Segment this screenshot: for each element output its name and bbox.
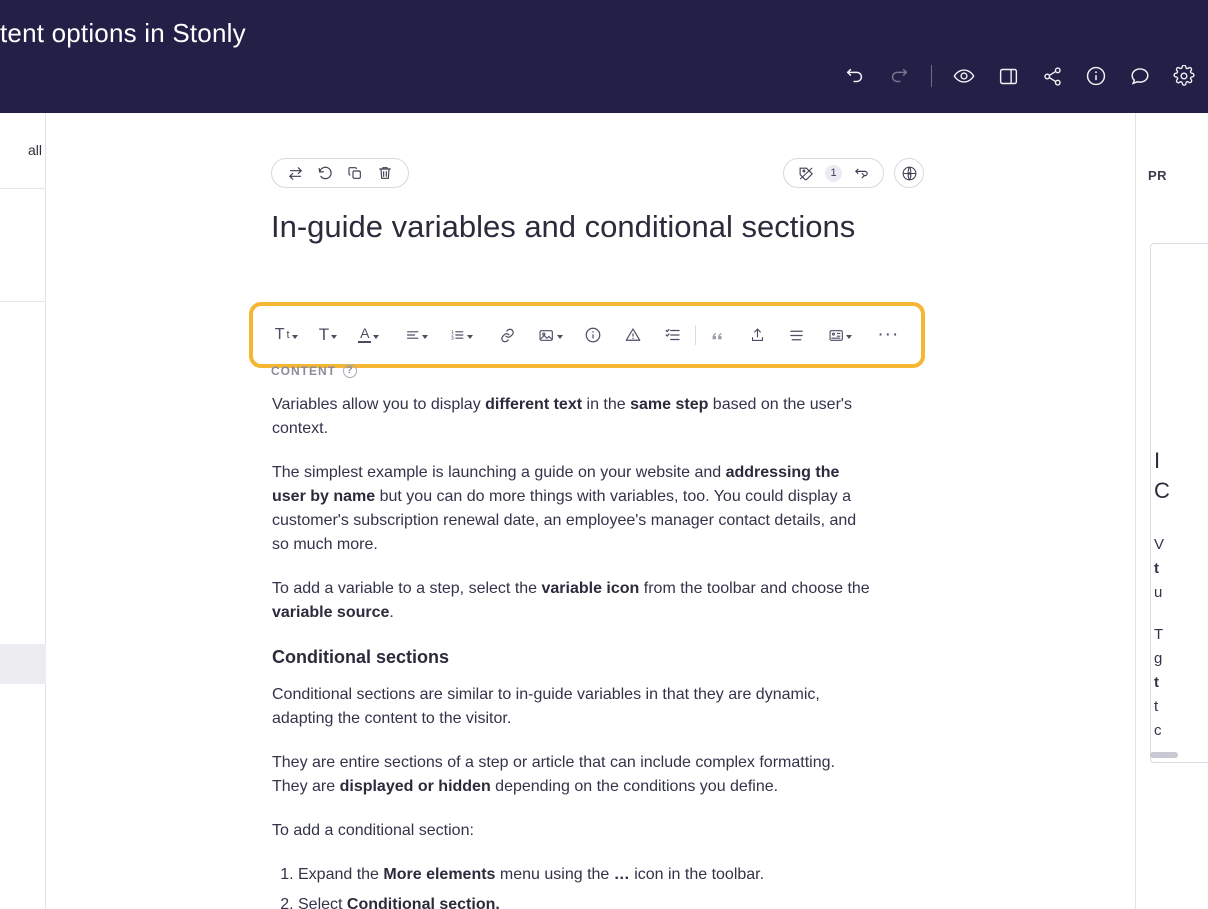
checklist-button[interactable] (660, 320, 686, 350)
preview-paragraph: T g t t c (1154, 626, 1164, 739)
card-button[interactable] (824, 320, 856, 350)
tag-icon[interactable] (797, 164, 815, 182)
translate-icon[interactable] (894, 158, 924, 188)
preview-scrollbar-thumb[interactable] (1150, 752, 1178, 758)
formatting-toolbar (271, 309, 903, 361)
svg-text:1: 1 (450, 329, 454, 335)
step-actions-toolbar (271, 158, 409, 188)
top-bar (0, 0, 1208, 113)
preview-eye-icon[interactable] (952, 64, 976, 88)
content-label-text: CONTENT (271, 364, 336, 378)
toolbar-divider (931, 65, 932, 87)
step-tag-group (783, 158, 884, 188)
paragraph: To add a variable to a step, select the variable icon from the toolbar and choose the variable source. (272, 580, 870, 621)
quote-button[interactable] (705, 320, 731, 350)
left-sidebar (0, 113, 46, 909)
swap-step-icon[interactable] (286, 164, 304, 182)
preview-panel (1135, 113, 1208, 909)
settings-gear-icon[interactable] (1172, 64, 1196, 88)
preview-body (1154, 533, 1208, 761)
undo-icon[interactable] (843, 64, 867, 88)
content-section-label (271, 364, 357, 378)
paragraph: Conditional sections are similar to in-guide variables in that they are dynamic, adapting the content to the visitor. (272, 686, 820, 727)
page-title: tent options in Stonly (0, 18, 246, 48)
reset-step-icon[interactable] (316, 164, 334, 182)
loop-icon[interactable] (852, 164, 870, 182)
section-heading: Conditional sections (272, 647, 450, 667)
redo-icon[interactable] (887, 64, 911, 88)
preview-panel-label: PR (1148, 168, 1168, 183)
image-button[interactable] (534, 320, 566, 350)
list-item: 2. Select Conditional section. (298, 893, 872, 909)
svg-text:2: 2 (450, 332, 454, 338)
top-bar-actions (843, 64, 1196, 88)
paragraph: The simplest example is launching a guide on your website and addressing the user by name but you can do more things with variables, too. You could display a customer's subscription renewal date, an employee's manager contact details, and so much more. (272, 464, 857, 553)
align-button[interactable] (401, 320, 432, 350)
sidebar-item-selected[interactable] (0, 644, 46, 684)
duplicate-step-icon[interactable] (346, 164, 364, 182)
text-style-button[interactable]: T t (271, 320, 301, 350)
share-icon[interactable] (1040, 64, 1064, 88)
warning-block-button[interactable] (620, 320, 646, 350)
paragraph: To add a conditional section: (272, 822, 474, 839)
svg-text:3: 3 (450, 336, 454, 342)
step-body[interactable] (272, 393, 872, 909)
step-title[interactable]: In-guide variables and conditional sections (271, 209, 856, 244)
tag-count-badge: 1 (825, 165, 842, 182)
info-block-button[interactable] (580, 320, 606, 350)
editor-canvas (46, 113, 1208, 909)
ordered-list (272, 863, 872, 909)
link-button[interactable] (495, 320, 521, 350)
more-elements-button[interactable]: ··· (877, 324, 900, 345)
layout-panel-icon[interactable] (996, 64, 1020, 88)
sidebar-divider (0, 301, 46, 302)
divider-button[interactable] (784, 320, 810, 350)
font-size-button[interactable]: T (315, 320, 341, 350)
help-icon[interactable]: ? (343, 364, 357, 378)
sidebar-item-label[interactable]: all (27, 142, 42, 158)
sidebar-divider (0, 188, 46, 189)
comment-icon[interactable] (1128, 64, 1152, 88)
preview-paragraph: V t u (1154, 536, 1165, 601)
svg-text:A: A (906, 170, 912, 178)
info-icon[interactable] (1084, 64, 1108, 88)
list-item: 1. Expand the More elements menu using the … icon in the toolbar. (298, 863, 872, 887)
preview-title: I C (1154, 448, 1170, 503)
text-color-button[interactable]: A (355, 320, 383, 350)
delete-step-icon[interactable] (376, 164, 394, 182)
paragraph: They are entire sections of a step or article that can include complex formatting. They are displayed or hidden depending on the conditions you define. (272, 754, 835, 795)
step-meta-toolbar (783, 158, 924, 188)
list-button[interactable] (446, 320, 477, 350)
embed-button[interactable] (744, 320, 770, 350)
paragraph: Variables allow you to display different text in the same step based on the user's context. (272, 396, 852, 437)
